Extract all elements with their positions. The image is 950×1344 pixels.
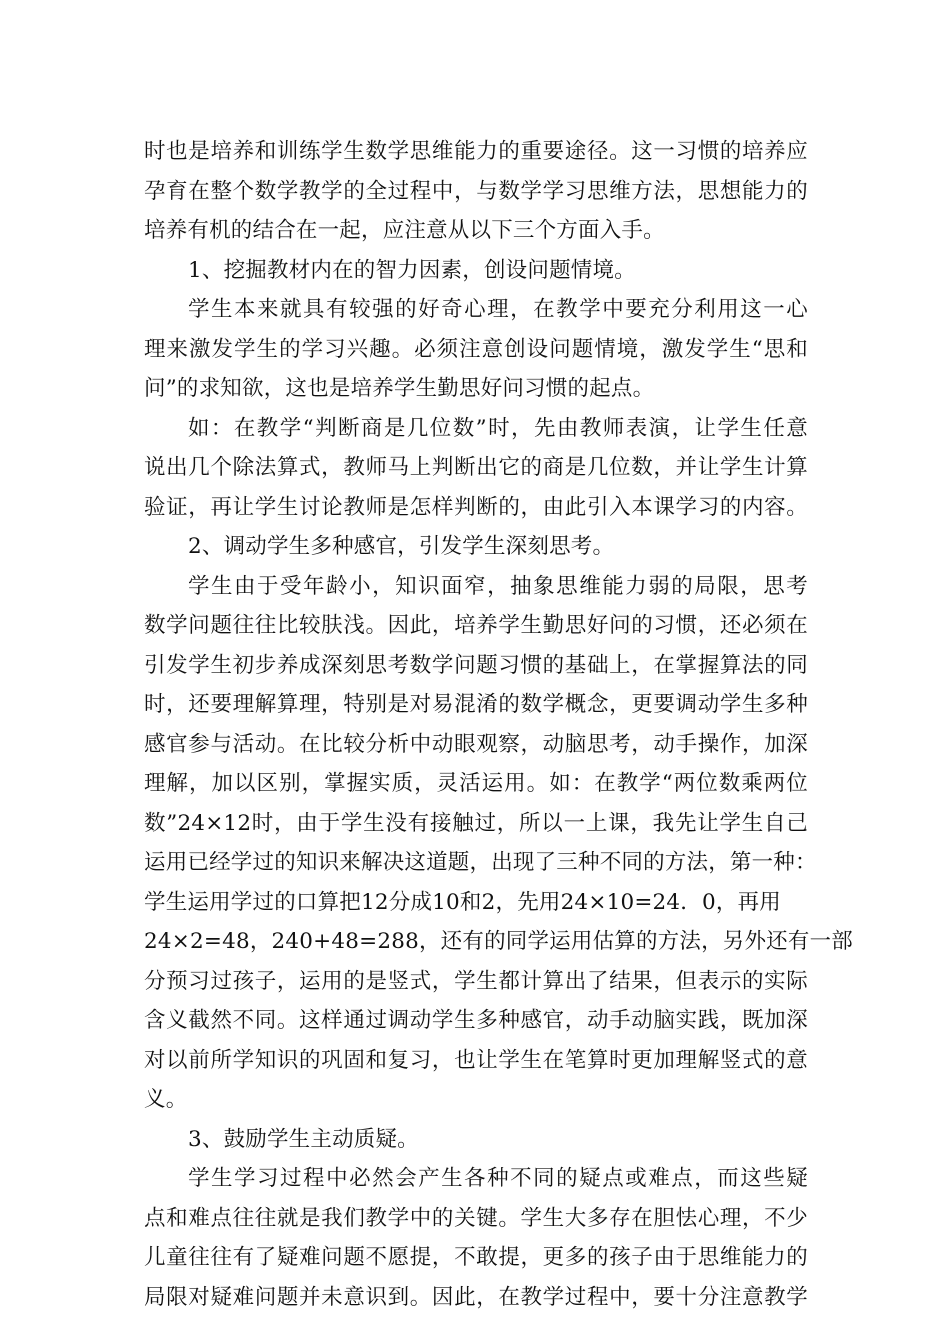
text-line: 数学问题往往比较肤浅。因此，培养学生勤思好问的习惯，还必须在 xyxy=(144,613,808,638)
text-line: 分预习过孩子，运用的是竖式，学生都计算出了结果，但表示的实际 xyxy=(144,968,808,994)
text-line: 学生由于受年龄小，知识面窄，抽象思维能力弱的局限，思考 xyxy=(188,573,808,599)
text-line: 如：在教学“判断商是几位数”时，先由教师表演，让学生任意 xyxy=(188,415,808,441)
text-line: 说出几个除法算式，教师马上判断出它的商是几位数，并让学生计算 xyxy=(144,455,808,480)
text-line: 运用已经学过的知识来解决这道题，出现了三种不同的方法，第一种： xyxy=(144,850,817,875)
text-line: 感官参与活动。在比较分析中动眼观察，动脑思考，动手操作，加深 xyxy=(144,731,808,757)
text-line: 培养有机的结合在一起，应注意从以下三个方面入手。 xyxy=(144,218,665,243)
document-body xyxy=(144,132,853,1317)
text-line: 孕育在整个数学教学的全过程中，与数学学习思维方法，思想能力的 xyxy=(144,178,808,204)
text-line: 学生运用学过的口算把12分成10和2，先用24×10=24．0，再用 xyxy=(144,889,781,915)
text-line: 数”24×12时，由于学生没有接触过，所以一上课，我先让学生自己 xyxy=(144,810,808,836)
text-line: 学生学习过程中必然会产生各种不同的疑点或难点，而这些疑 xyxy=(188,1166,808,1191)
text-line: 局限对疑难问题并未意识到。因此，在教学过程中，要十分注意教学 xyxy=(144,1284,808,1310)
text-line: 时，还要理解算理，特别是对易混淆的数学概念，更要调动学生多种 xyxy=(144,692,808,717)
text-line: 含义截然不同。这样通过调动学生多种感官，动手动脑实践，既加深 xyxy=(144,1008,808,1033)
text-line: 理来激发学生的学习兴趣。必须注意创设问题情境，激发学生“思和 xyxy=(144,336,808,362)
section-heading: 3、鼓励学生主动质疑。 xyxy=(188,1126,419,1152)
section-heading: 2、调动学生多种感官，引发学生深刻思考。 xyxy=(188,534,615,559)
text-line: 对以前所学知识的巩固和复习，也让学生在笔算时更加理解竖式的意 xyxy=(144,1047,808,1073)
text-line: 问”的求知欲，这也是培养学生勤思好问习惯的起点。 xyxy=(144,376,655,401)
text-line: 理解，加以区别，掌握实质，灵活运用。如：在教学“两位数乘两位 xyxy=(144,771,808,796)
text-line: 时也是培养和训练学生数学思维能力的重要途径。这一习惯的培养应 xyxy=(144,139,808,164)
text-line: 学生本来就具有较强的好奇心理，在教学中要充分利用这一心 xyxy=(188,297,808,322)
section-heading: 1、挖掘教材内在的智力因素，创设问题情境。 xyxy=(188,257,636,283)
text-line: 点和难点往往就是我们教学中的关键。学生大多存在胆怯心理，不少 xyxy=(144,1205,808,1231)
text-line: 引发学生初步养成深刻思考数学问题习惯的基础上，在掌握算法的同 xyxy=(144,652,808,678)
text-line: 验证，再让学生讨论教师是怎样判断的，由此引入本课学习的内容。 xyxy=(144,494,808,520)
text-line: 儿童往往有了疑难问题不愿提，不敢提，更多的孩子由于思维能力的 xyxy=(144,1245,808,1270)
text-line: 义。 xyxy=(144,1087,188,1112)
text-line: 24×2=48，240+48=288，还有的同学运用估算的方法，另外还有一部 xyxy=(144,929,853,954)
